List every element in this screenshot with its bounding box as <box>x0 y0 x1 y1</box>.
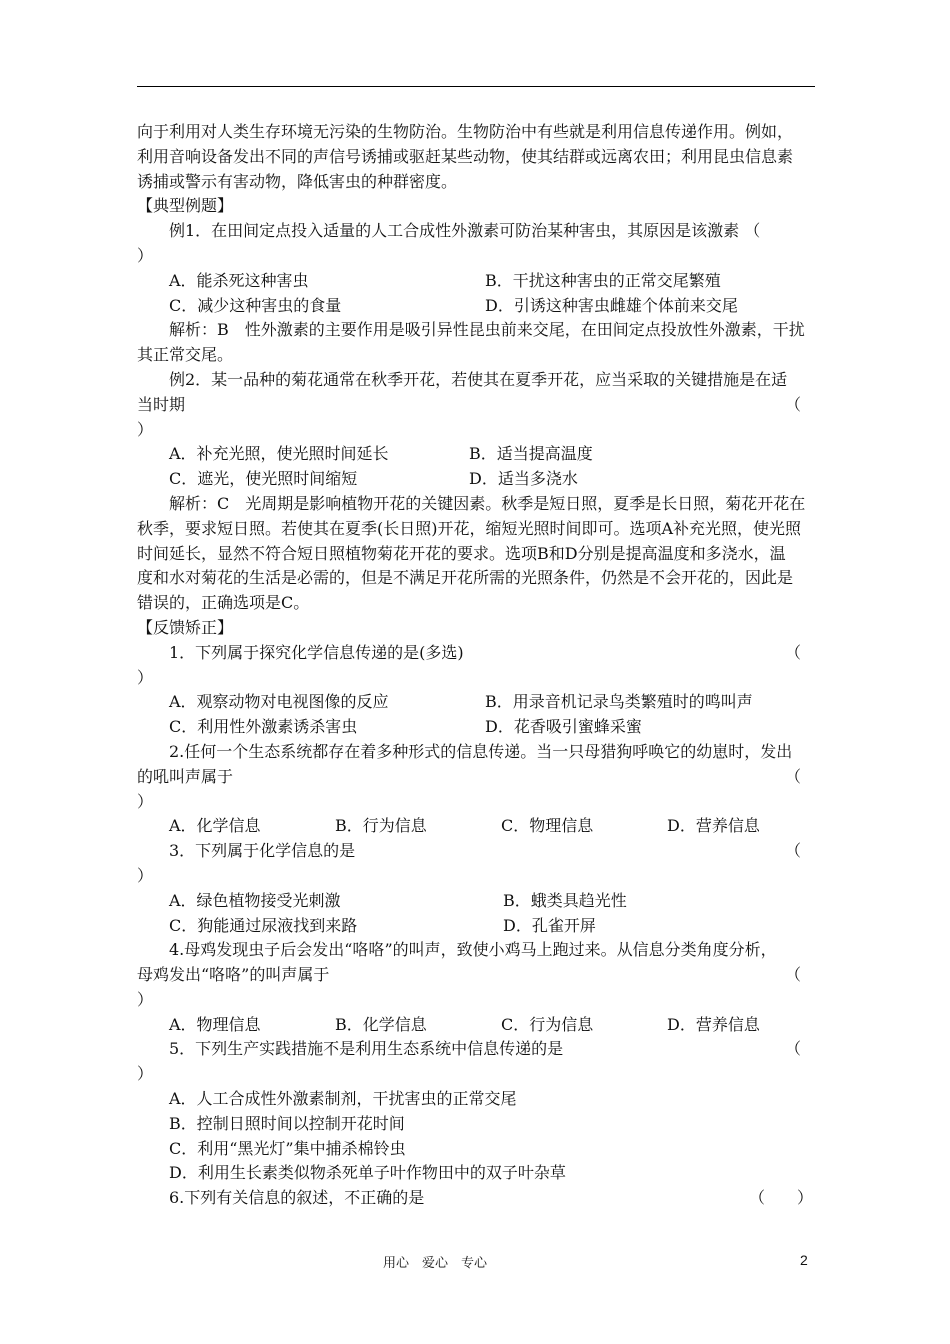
question-5-paren-close: ） <box>137 1064 154 1084</box>
example-1-options-cd <box>137 294 815 319</box>
example-2-question-2 <box>137 393 815 418</box>
question-1-text: 1．下列属于探究化学信息传递的是(多选) <box>169 642 464 662</box>
question-4-options <box>137 1013 815 1038</box>
question-2-paren-open: （ <box>785 766 802 786</box>
option-b: B．干扰这种害虫的正常交尾繁殖 <box>485 270 721 290</box>
option-a: A．能杀死这种害虫 <box>169 270 309 290</box>
example-2-analysis-2: 秋季，要求短日照。若使其在夏季(长日照)开花，缩短光照时间即可。选项A补充光照，使光照 <box>137 518 802 538</box>
example-2-options-ab <box>137 442 815 467</box>
option-c: C．减少这种害虫的食量 <box>169 295 342 315</box>
question-3-options-ab <box>137 889 815 914</box>
example-2-analysis-1: 解析：C 光周期是影响植物开花的关键因素。秋季是短日照，夏季是长日照，菊花开花在 <box>169 493 806 513</box>
question-2-options <box>137 814 815 839</box>
option-c: C．狗能通过尿液找到来路 <box>169 915 358 935</box>
option-c: C．遮光，使光照时间缩短 <box>169 469 358 489</box>
question-2-paren-close: ） <box>137 791 154 811</box>
option-b: B．蛾类具趋光性 <box>503 890 627 910</box>
option-c: C．利用性外激素诱杀害虫 <box>169 717 358 737</box>
intro-line-2: 利用音响设备发出不同的声信号诱捕或驱赶某些动物，使其结群或远离农田；利用昆虫信息素 <box>137 146 794 166</box>
option-a: A．物理信息 <box>169 1014 261 1034</box>
example-1-analysis-1: 解析：B 性外激素的主要作用是吸引异性昆虫前来交尾，在田间定点投放性外激素，干扰 <box>169 320 805 340</box>
example-1-paren-close: ） <box>137 245 154 265</box>
question-3 <box>137 839 815 864</box>
option-d: D．营养信息 <box>667 816 760 836</box>
option-c: C．行为信息 <box>501 1014 594 1034</box>
option-b: B．行为信息 <box>335 816 427 836</box>
question-4-paren-open: （ <box>785 965 802 985</box>
question-3-text: 3．下列属于化学信息的是 <box>169 841 356 861</box>
question-1-paren-open: （ <box>785 642 802 662</box>
option-b: B．用录音机记录鸟类繁殖时的鸣叫声 <box>485 692 753 712</box>
question-1-paren-close: ） <box>137 667 154 687</box>
question-5 <box>137 1037 815 1062</box>
intro-line-3: 诱捕或警示有害动物，降低害虫的种群密度。 <box>137 171 458 191</box>
option-a: A．人工合成性外激素制剂，干扰害虫的正常交尾 <box>169 1089 517 1109</box>
question-6-text: 6.下列有关信息的叙述，不正确的是 <box>169 1188 425 1208</box>
section-heading-feedback: 【反馈矫正】 <box>137 617 234 637</box>
question-2-line-1: 2.任何一个生态系统都存在着多种形式的信息传递。当一只母猎狗呼唤它的幼崽时，发出 <box>169 741 793 761</box>
example-2-paren-open: （ <box>785 394 802 414</box>
question-5-paren-open: （ <box>785 1039 802 1059</box>
option-a: A．补充光照，使光照时间延长 <box>169 444 389 464</box>
question-6 <box>137 1186 815 1211</box>
example-1-analysis-2: 其正常交尾。 <box>137 345 234 365</box>
question-1 <box>137 641 815 666</box>
question-2-line-2 <box>137 765 815 790</box>
example-2-options-cd <box>137 467 815 492</box>
option-a: A．观察动物对电视图像的反应 <box>169 692 389 712</box>
example-2-analysis-4: 度和水对菊花的生活是必需的，但是不满足开花所需的光照条件，仍然是不会开花的，因此是 <box>137 568 794 588</box>
question-3-paren-open: （ <box>785 841 802 861</box>
example-2-analysis-3: 时间延长，显然不符合短日照植物菊花开花的要求。选项B和D分别是提高温度和多浇水，温 <box>137 543 786 563</box>
question-5-text: 5．下列生产实践措施不是利用生态系统中信息传递的是 <box>169 1039 564 1059</box>
question-3-paren-close: ） <box>137 865 154 885</box>
option-d: D．孔雀开屏 <box>503 915 596 935</box>
question-2-text: 的吼叫声属于 <box>137 766 234 786</box>
page-number: 2 <box>800 1252 808 1268</box>
document-body <box>137 120 815 1211</box>
option-a: A．化学信息 <box>169 816 261 836</box>
example-2-question-1: 例2．某一品种的菊花通常在秋季开花，若使其在夏季开花，应当采取的关键措施是在适 <box>169 369 788 389</box>
footer-slogan: 用心 爱心 专心 <box>383 1256 488 1271</box>
example-1-question: 例1．在田间定点投入适量的人工合成性外激素可防治某种害虫，其原因是该激素 （ <box>169 221 761 241</box>
option-c: C．物理信息 <box>501 816 594 836</box>
question-4-text: 母鸡发出“咯咯”的叫声属于 <box>137 965 330 985</box>
option-a: A．绿色植物接受光刺激 <box>169 890 341 910</box>
option-d: D．营养信息 <box>667 1014 760 1034</box>
section-heading-examples: 【典型例题】 <box>137 196 234 216</box>
option-b: B．化学信息 <box>335 1014 427 1034</box>
question-4-line-1: 4.母鸡发现虫子后会发出“咯咯”的叫声，致使小鸡马上跑过来。从信息分类角度分析， <box>169 940 777 960</box>
option-c: C．利用“黑光灯”集中捕杀棉铃虫 <box>169 1138 406 1158</box>
question-1-options-cd <box>137 715 815 740</box>
example-2-paren-close: ） <box>137 419 154 439</box>
intro-line-1: 向于利用对人类生存环境无污染的生物防治。生物防治中有些就是利用信息传递作用。例如， <box>137 122 794 141</box>
question-6-paren: （ ） <box>749 1188 814 1208</box>
question-1-options-ab <box>137 690 815 715</box>
question-4-paren-close: ） <box>137 989 154 1009</box>
option-d: D．适当多浇水 <box>469 469 578 489</box>
option-d: D．利用生长素类似物杀死单子叶作物田中的双子叶杂草 <box>169 1163 566 1183</box>
option-b: B．适当提高温度 <box>469 444 593 464</box>
header-rule <box>137 86 815 87</box>
option-d: D．引诱这种害虫雌雄个体前来交尾 <box>485 295 738 315</box>
option-d: D．花香吸引蜜蜂采蜜 <box>485 717 642 737</box>
example-1-options-ab <box>137 269 815 294</box>
question-3-options-cd <box>137 914 815 939</box>
option-b: B．控制日照时间以控制开花时间 <box>169 1113 405 1133</box>
question-4-line-2 <box>137 963 815 988</box>
example-2-analysis-5: 错误的，正确选项是C。 <box>137 593 310 613</box>
example-2-question-2-text: 当时期 <box>137 394 186 414</box>
